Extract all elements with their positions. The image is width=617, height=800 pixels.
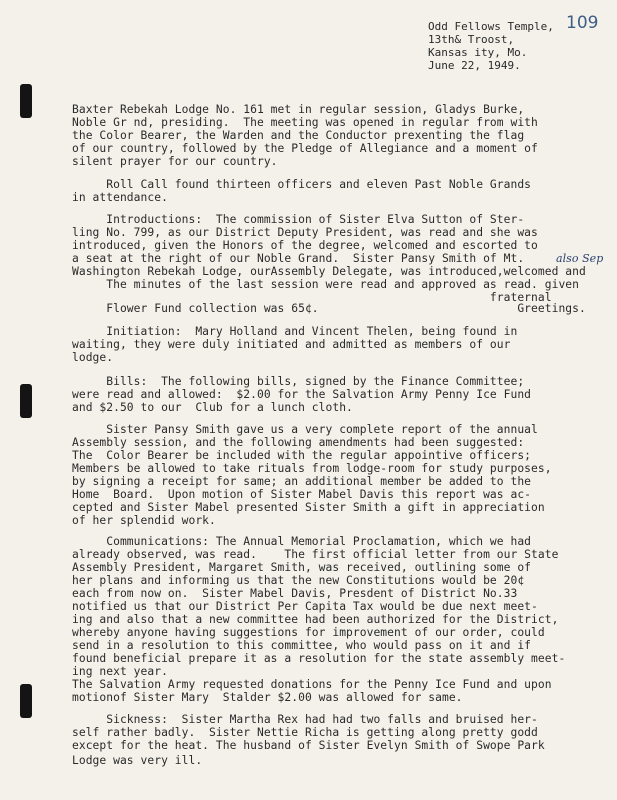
body-line: ing next year. <box>72 665 168 678</box>
binder-hole <box>20 384 32 418</box>
body-line: each from now on. Sister Mabel Davis, Presdent of District No.33 <box>72 587 518 600</box>
binder-hole <box>20 684 32 718</box>
letterhead-address <box>428 20 554 72</box>
body-line: Communications: The Annual Memorial Proclamation, which we had <box>72 535 532 548</box>
body-line: a seat at the right of our Noble Grand. Sister Pansy Smith of Mt. <box>72 252 525 265</box>
body-line: her plans and informing us that the new Constitutions would be 20¢ <box>72 574 525 587</box>
body-line: already observed, was read. The first official letter from our State <box>72 548 559 561</box>
body-line: Baxter Rebekah Lodge No. 161 met in regular session, Gladys Burke, <box>72 103 525 116</box>
body-line: silent prayer for our country. <box>72 155 278 168</box>
body-line: Flower Fund collection was 65¢. Greetings. <box>72 302 586 315</box>
body-line: the Color Bearer, the Warden and the Conductor prexenting the flag <box>72 129 525 142</box>
body-line: Assembly session, and the following amendments had been suggested: <box>72 436 525 449</box>
body-line: whereby anyone having suggestions for improvement of our order, could <box>72 626 545 639</box>
body-line: Members be allowed to take rituals from lodge-room for study purposes, <box>72 462 552 475</box>
body-line: Introductions: The commission of Sister Elva Sutton of Ster- <box>72 213 525 226</box>
body-line: found beneficial prepare it as a resolution for the state assembly meet- <box>72 652 566 665</box>
body-line: Bills: The following bills, signed by the Finance Committee; <box>72 375 525 388</box>
body-line: lodge. <box>72 351 114 364</box>
body-line: ing and also that a new committee had been authorized for the District, <box>72 613 559 626</box>
body-line: waiting, they were duly initiated and admitted as members of our <box>72 338 511 351</box>
body-line: were read and allowed: $2.00 for the Salvation Army Penny Ice Fund <box>72 388 532 401</box>
body-line: cepted and Sister Mabel presented Sister Smith a gift in appreciation <box>72 501 545 514</box>
body-line: except for the heat. The husband of Sister Evelyn Smith of Swope Park <box>72 739 545 752</box>
address-line: June 22, 1949. <box>428 59 521 72</box>
body-line: introduced, given the Honors of the degree, welcomed and escorted to <box>72 239 538 252</box>
body-line: of our country, followed by the Pledge of Allegiance and a moment of <box>72 142 538 155</box>
body-line: of her splendid work. <box>72 514 216 527</box>
address-line: Kansas ity, Mo. <box>428 46 528 59</box>
address-line: Odd Fellows Temple, <box>428 20 554 33</box>
body-line: ling No. 799, as our District Deputy President, was read and she was <box>72 226 538 239</box>
body-line: Initiation: Mary Holland and Vincent Thelen, being found in <box>72 325 518 338</box>
binder-hole <box>20 84 32 118</box>
body-line: Roll Call found thirteen officers and eleven Past Noble Grands <box>72 178 532 191</box>
body-line: Home Board. Upon motion of Sister Mabel Davis this report was ac- <box>72 488 532 501</box>
body-line: Sickness: Sister Martha Rex had had two falls and bruised her- <box>72 713 538 726</box>
body-line: motionof Sister Mary Stalder $2.00 was allowed for same. <box>72 691 463 704</box>
body-line: in attendance. <box>72 191 168 204</box>
handwritten-note: also Sep <box>556 252 604 265</box>
body-line: fraternal <box>72 291 552 304</box>
body-line: Assembly President, Margaret Smith, was received, outlining some of <box>72 561 532 574</box>
body-line: The minutes of the last session were read and approved as read. given <box>72 278 579 291</box>
body-line: by signing a receipt for same; an additional member be added to the <box>72 475 532 488</box>
body-line: send in a resolution to this committee, who would pass on it and if <box>72 639 532 652</box>
page-number: 109 <box>566 13 599 33</box>
address-line: 13th& Troost, <box>428 33 515 46</box>
body-line: Washington Rebekah Lodge, ourAssembly Delegate, was introduced,welcomed and <box>72 265 586 278</box>
body-line: Noble Gr nd, presiding. The meeting was opened in regular from with <box>72 116 538 129</box>
body-line: The Salvation Army requested donations for the Penny Ice Fund and upon <box>72 678 552 691</box>
body-line: Lodge was very ill. <box>72 754 203 767</box>
body-line: Sister Pansy Smith gave us a very complete report of the annual <box>72 423 538 436</box>
body-line: The Color Bearer be included with the regular appointive officers; <box>72 449 532 462</box>
body-line: self rather badly. Sister Nettie Richa is getting along pretty godd <box>72 726 538 739</box>
body-line: and $2.50 to our Club for a lunch cloth. <box>72 401 353 414</box>
body-line: notified us that our District Per Capita Tax would be due next meet- <box>72 600 538 613</box>
